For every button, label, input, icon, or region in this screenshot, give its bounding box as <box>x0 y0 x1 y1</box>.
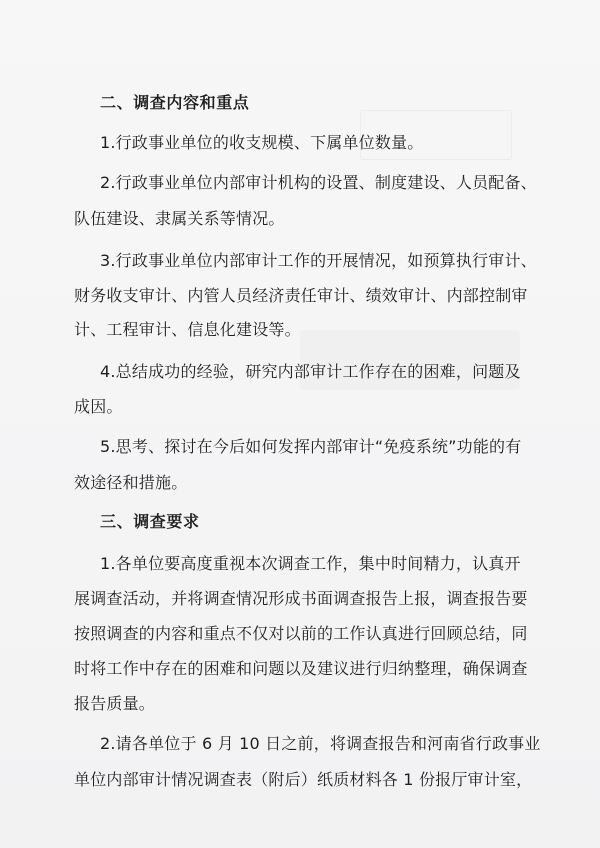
requirement-1-line-4: 时将工作中存在的困难和问题以及建议进行归纳整理，确保调查 <box>74 659 528 678</box>
list-item-5-line-1: 5.思考、探讨在今后如何发挥内部审计“免疫系统”功能的有 <box>100 437 522 456</box>
list-item-4-line-2: 成因。 <box>74 397 123 416</box>
requirement-1-line-2: 展调查活动，并将调查情况形成书面调查报告上报，调查报告要 <box>74 589 528 608</box>
requirement-1-line-5: 报告质量。 <box>74 694 156 713</box>
list-item-1: 1.行政事业单位的收支规模、下属单位数量。 <box>100 133 424 152</box>
requirement-1-line-3: 按照调查的内容和重点不仅对以前的工作认真进行回顾总结，同 <box>74 624 528 643</box>
list-item-3-line-2: 财务收支审计、内管人员经济责任审计、绩效审计、内部控制审 <box>74 286 528 305</box>
list-item-3-line-1: 3.行政事业单位内部审计工作的开展情况，如预算执行审计、 <box>100 251 537 270</box>
requirement-2-line-1: 2.请各单位于 6 月 10 日之前，将调查报告和河南省行政事业 <box>100 734 541 753</box>
list-item-5-line-2: 效途径和措施。 <box>74 473 188 492</box>
list-item-4-line-1: 4.总结成功的经验，研究内部审计工作存在的困难，问题及 <box>100 362 521 381</box>
requirement-1-line-1: 1.各单位要高度重视本次调查工作，集中时间精力，认真开 <box>100 554 521 573</box>
list-item-2-line-1: 2.行政事业单位内部审计机构的设置、制度建设、人员配备、 <box>100 173 537 192</box>
list-item-2-line-2: 队伍建设、隶属关系等情况。 <box>74 209 285 228</box>
section-heading-2: 二、调查内容和重点 <box>100 93 250 112</box>
section-heading-3: 三、调查要求 <box>100 512 200 531</box>
requirement-2-line-2: 单位内部审计情况调查表（附后）纸质材料各 1 份报厅审计室， <box>74 770 533 789</box>
list-item-3-line-3: 计、工程审计、信息化建设等。 <box>74 320 301 339</box>
